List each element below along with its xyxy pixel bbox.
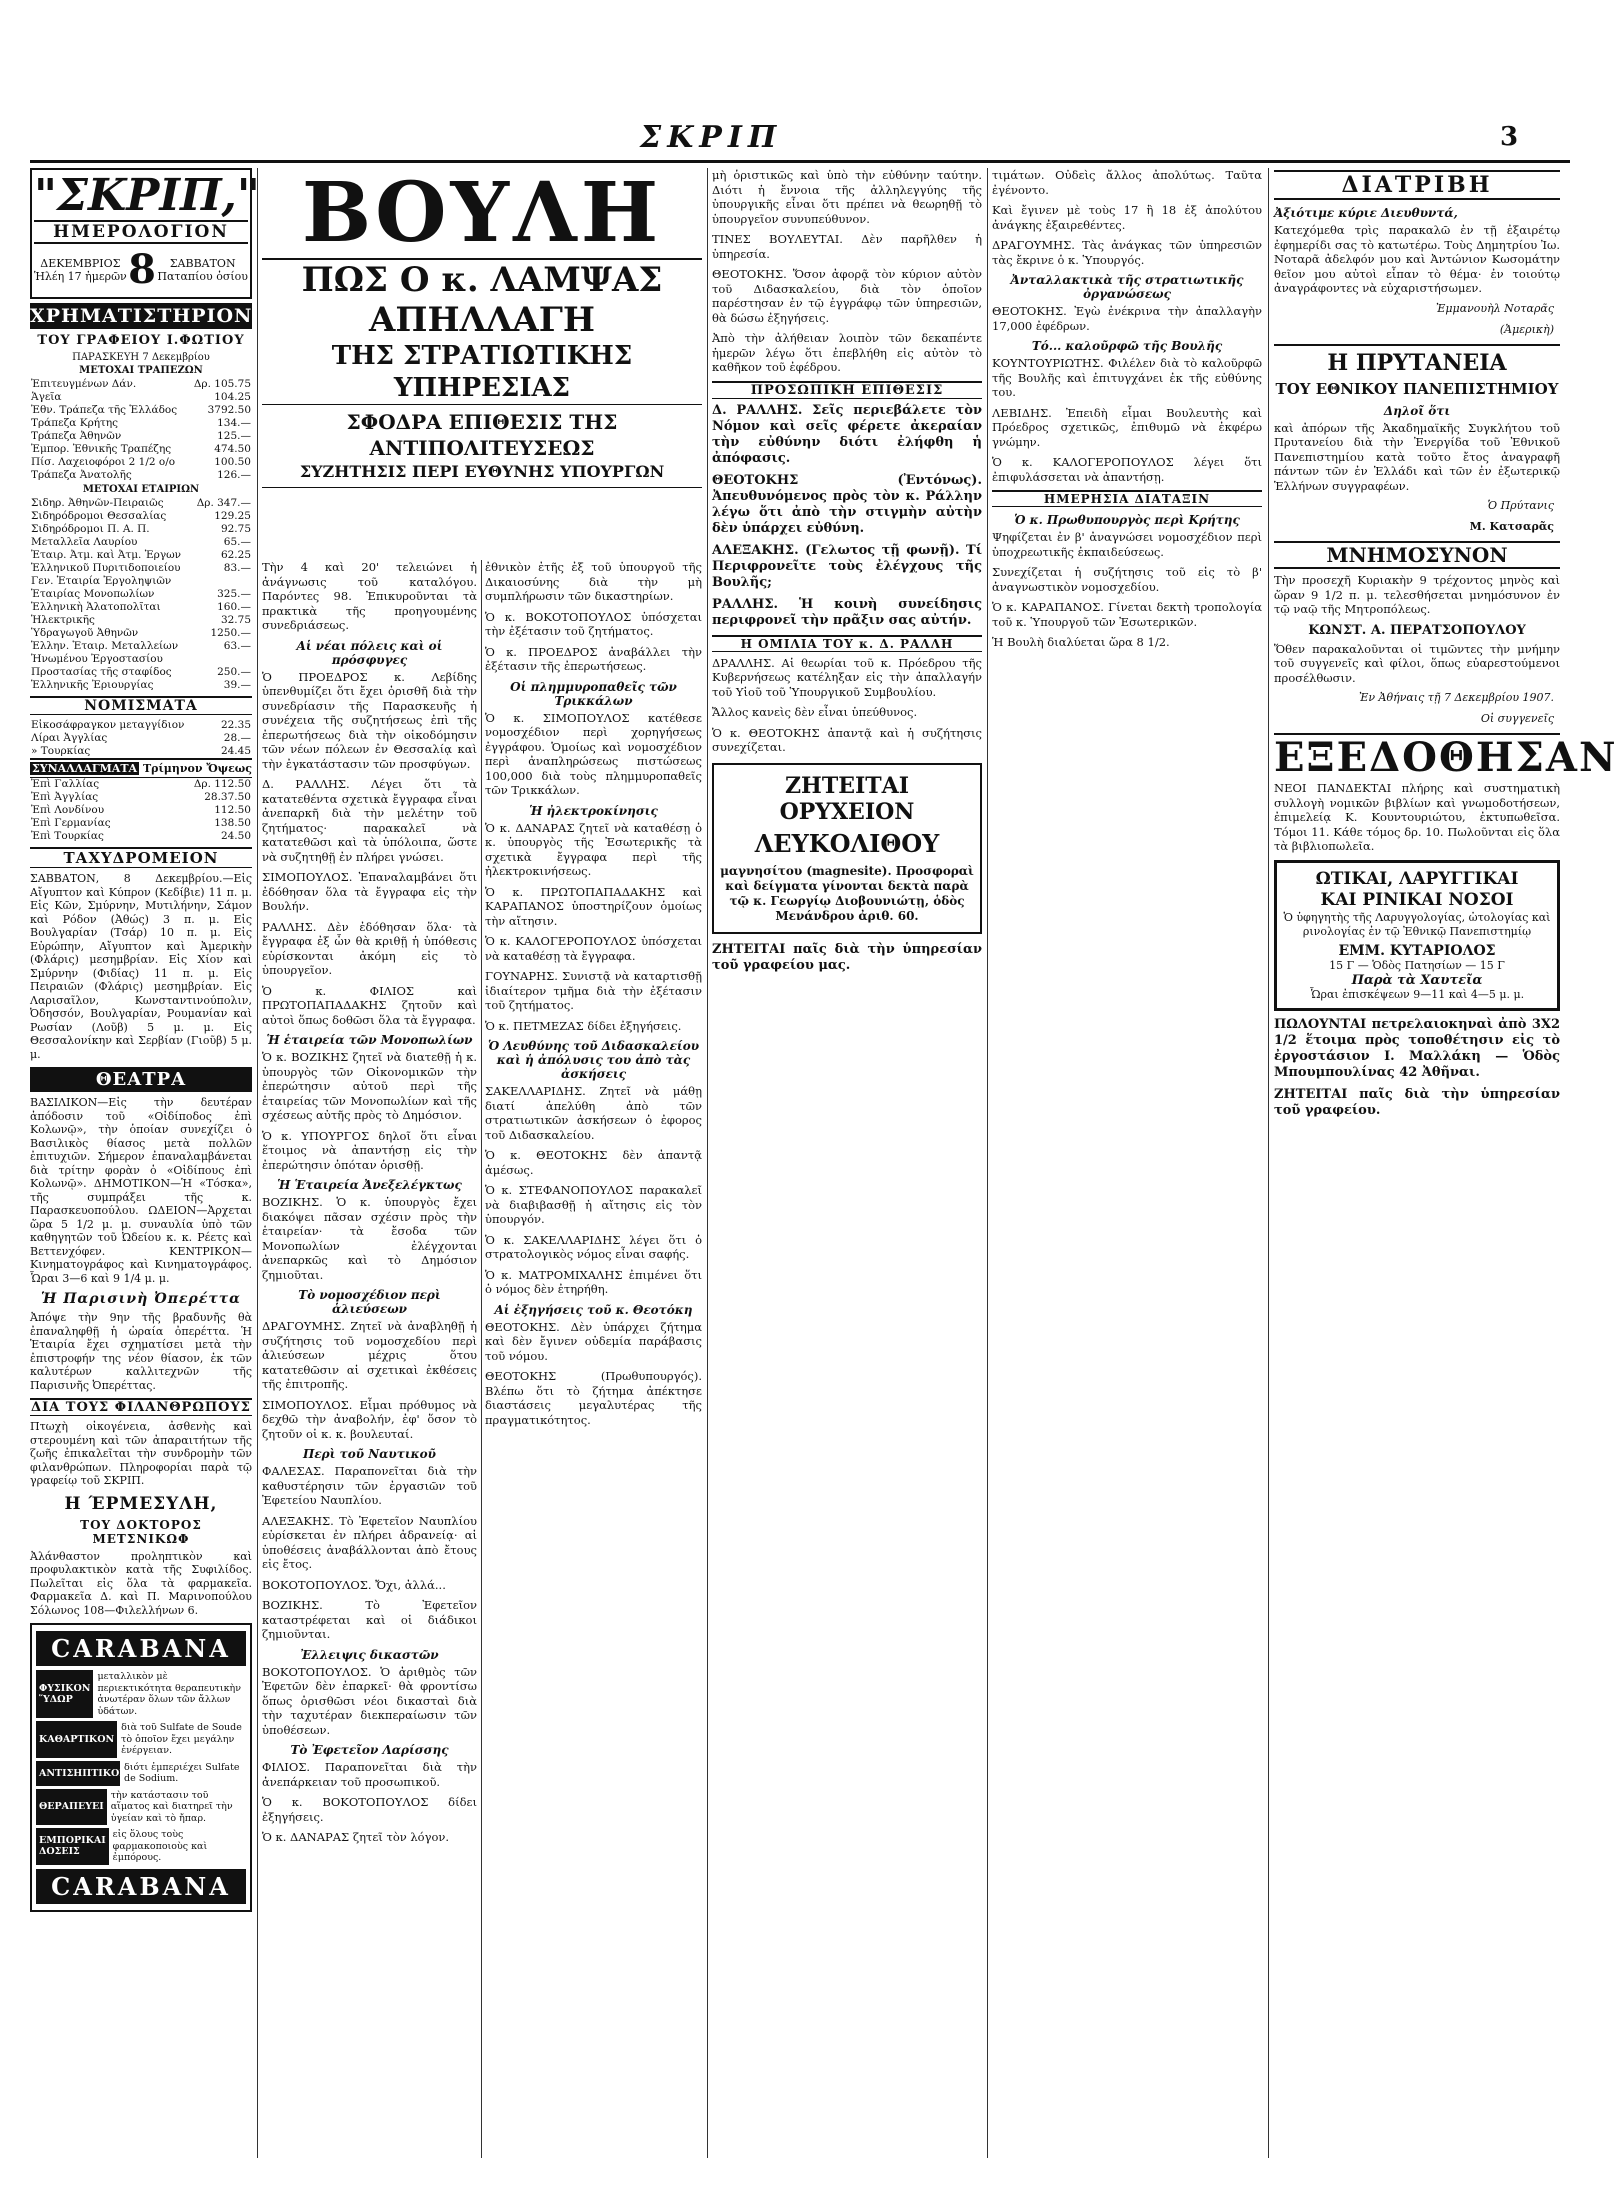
companies-label: ΜΕΤΟΧΑΙ ΕΤΑΙΡΙΩΝ xyxy=(82,484,200,495)
subheading: Ἡ Ἑταιρεία Ἀνεξελέγκτως xyxy=(277,1178,462,1192)
fx-header xyxy=(30,758,252,778)
column-divider xyxy=(1268,168,1269,2158)
paragraph: ΔΡΑΛΛΗΣ. Αἱ θεωρίαι τοῦ κ. Πρόεδρου τῆς Κυβερνήσεως κατέληξαν εἰς τὴν ἀπαλλαγήν τοῦ Υἱοῦ τοῦ Ὑπουργικοῦ Συμβουλίου. xyxy=(712,655,982,699)
paragraph: ΑΛΕΞΑΚΗΣ. (Γελωτος τῇ φωνῇ). Τί Περιφρονεῖτε τοὺς ἐλέγχους τῆς Βουλῆς; xyxy=(712,542,982,590)
operetta-title: Ἡ Παρισινὴ Ὀπερέττα xyxy=(41,1291,241,1307)
mine-ad-text: μαγνησίτου (magnesite). Προσφοραὶ καὶ δείγματα γίνονται δεκτὰ παρὰ τῷ κ. Γεωργίῳ Διοβουνιώτῃ, ὁδὸς Μενάνδρου ἀριθ. 60. xyxy=(720,863,974,923)
table-row: Μεταλλεῖα Λαυρίου 65.— xyxy=(31,536,251,548)
paragraph: Ἡ Βουλὴ διαλύεται ὥρα 8 1/2. xyxy=(992,635,1170,649)
post-title: ΤΑΧΥΔΡΟΜΕΙΟΝ xyxy=(30,847,252,868)
paragraph: ΘΕΟΤΟΚΗΣ. Δὲν ὑπάρχει ζήτημα καὶ δὲν ἔγινεν οὐδεμία παράβασις τοῦ νόμου. xyxy=(485,1319,702,1363)
subheading: Αἱ ἐξηγήσεις τοῦ κ. Θεοτόκη xyxy=(494,1302,693,1317)
paragraph: ΡΑΛΛΗΣ. Ἡ κοινὴ συνείδησις περιφρονεῖ τὴν πρᾶξιν σας αὐτήν. xyxy=(712,596,982,628)
subheading: ΗΜΕΡΗΣΙΑ ΔΙΑΤΑΞΙΝ xyxy=(992,490,1262,507)
column-2-headline xyxy=(262,165,702,558)
paragraph: Δ. ΡΑΛΛΗΣ. Λέγει ὅτι τὰ κατατεθέντα σχετικὰ ἔγγραφα εἶναι ἀνεπαρκῆ διὰ τὴν μελέτην τοῦ ζητήματος· παρακαλεῖ νὰ κατατεθῶσι καὶ τὰ ὑπόλοιπα, ὥστε νὰ συζητηθῇ ἐν πλήρει γνώσει. xyxy=(262,777,477,864)
subheading: Αἱ νέαι πόλεις καὶ οἱ πρόσφυγες xyxy=(296,638,443,667)
column-divider xyxy=(987,168,988,2158)
ad-row: ΦΥΣΙΚΟΝ ὝΔΩΡ μεταλλικὸν μὲ περιεκτικότητα θεραπευτικὴν ἀνωτέραν ὅλων τῶν ἄλλων ὑδάτων. xyxy=(36,1670,246,1718)
subheading: Τό... καλοῦρφῶ τῆς Βουλῆς xyxy=(1031,339,1223,353)
paragraph: Τὴν 4 καὶ 20' τελειώνει ἡ ἀνάγνωσις τοῦ καταλόγου. Παρόντες 98. Ἐπικυροῦνται τὰ πρακτικὰ τῆς προηγουμένης συνεδριάσεως. xyxy=(262,560,477,632)
paragraph: ΔΡΑΓΟΥΜΗΣ. Τὰς ἀνάγκας τῶν ὑπηρεσιῶν τὰς ἔκρινε ὁ κ. Ὑπουργός. xyxy=(992,238,1262,267)
prytaneia-signature: Ὁ Πρύτανις xyxy=(1487,499,1554,512)
table-row: Ἑλληνικοῦ Πυριτιδοποιείου 83.— xyxy=(31,562,251,574)
paragraph: Ὁ κ. ΠΡΩΤΟΠΑΠΑΔΑΚΗΣ καὶ ΚΑΡΑΠΑΝΟΣ ὑποστηρίζουν ὁμοίως τὴν αἴτησιν. xyxy=(485,884,702,928)
doctor-ad xyxy=(1274,860,1560,1011)
fx-label: ΣΥΝΑΛΛΑΓΜΑΤΑ xyxy=(32,762,138,775)
paragraph: Ὁ κ. ΘΕΟΤΟΚΗΣ ἀπαντᾷ καὶ ἡ συζήτησις συνεχίζεται. xyxy=(712,725,982,754)
column-divider xyxy=(481,560,482,2158)
table-row: Τράπεζα Κρήτης 134.— xyxy=(31,417,251,429)
wanted-notice-2: ΖΗΤΕΙΤΑΙ παῖς διὰ τὴν ὑπηρεσίαν τοῦ γραφείου. xyxy=(1274,1086,1560,1118)
memorial-date: Ἐν Ἀθήναις τῇ 7 Δεκεμβρίου 1907. xyxy=(1358,691,1554,704)
table-row: Σιδηρόδρομοι Π. Α. Π. 92.75 xyxy=(31,523,251,535)
doctor-address: 15 Γ — Ὁδὸς Πατησίων — 15 Γ xyxy=(1329,958,1505,972)
ad-row: ΘΕΡΑΠΕΥΕΙ τὴν κατάστασιν τοῦ αἵματος καὶ διατηρεῖ τὴν ὑγείαν καὶ τὸ ἤπαρ. xyxy=(36,1789,246,1826)
subheading: Τὸ νομοσχέδιον περὶ ἁλιεύσεων xyxy=(298,1288,441,1316)
paragraph: ΡΑΛΛΗΣ. Δὲν ἐδόθησαν ὅλα· τὰ ἔγγραφα ἐξ ὧν θὰ κριθῇ ἡ ὑπόθεσις εὑρίσκονται ἀκόμη εἰς τὸ ὑπουργεῖον. xyxy=(262,919,477,977)
paragraph: Ὁ κ. ΣΙΜΟΠΟΥΛΟΣ κατέθεσε νομοσχέδιον περὶ χορηγήσεως ἐγγράφου. Ὁμοίως καὶ νομοσχέδιον περὶ ἀναπληρώσεως πιστώσεως 100,000 διὰ τοὺς πλημμυροπαθεῖς τῶν Τρικκάλων. xyxy=(485,710,702,797)
headline-4: ΣΥΖΗΤΗΣΙΣ ΠΕΡΙ ΕΥΘΥΝΗΣ ΥΠΟΥΡΓΩΝ xyxy=(262,461,702,488)
table-row: Ἁγεῖα 104.25 xyxy=(31,391,251,403)
post-text: ΣΑΒΒΑΤΟΝ, 8 Δεκεμβρίου.—Εἰς Αἴγυπτον καὶ Κύπρον (Κεδίβιε) 11 π. μ. Εἰς Κῶν, Σμύρνην, Μυτιλήνην, Σάμον καὶ Ρόδον (Ἀθώς) 3 π. μ. Εἰς Βουλγαρίαν (Τσάρ) 10 π. μ. Εἰς Εὐρώπην, Αἴγυπτον καὶ Ἀμερικὴν (Φλάρις) μεσημβρίαν. Εἰς Χίον καὶ Σμύρνην (Φιδίας) 11 π. μ. Εἰς Πειραιῶν (Φλάρις) μεσημβρίαν. Εἰς Λαρισαῖλον, Κωνσταντινούπολιν, Ὀδησσόν, Βουλγαρίαν, Ρουμανίαν καὶ Ρωσίαν (Λοῦβ) 5 μ. μ. Εἰς Θεσσαλονίκην καὶ Σερβίαν (Γιοῦβ) 5 μ. μ. xyxy=(30,872,252,1061)
column-2-right xyxy=(485,560,702,2158)
section-title: ΒΟΥΛΗ xyxy=(262,168,702,260)
prytaneia-title: Η ΠΡΥΤΑΝΕΙΑ xyxy=(1274,344,1560,376)
subheading: Ἡ ἠλεκτροκίνησις xyxy=(529,803,658,818)
doctor-ad-text: Ὁ ὑφηγητὴς τῆς Λαρυγγολογίας, ὠτολογίας καὶ ρινολογίας ἐν τῷ Ἐθνικῷ Πανεπιστημίῳ xyxy=(1283,910,1551,938)
prytaneia-subtitle: ΤΟΥ ΕΘΝΙΚΟΥ ΠΑΝΕΠΙΣΤΗΜΙΟΥ xyxy=(1275,379,1559,398)
mine-ad xyxy=(712,763,982,934)
diatribe-signature: Ἐμμανουὴλ Νοταρᾶς xyxy=(1436,301,1554,315)
calendar-label: ΗΜΕΡΟΛΟΓΙΟΝ xyxy=(34,220,248,244)
headline: ΠΩΣ Ο κ. ΛΑΜΨΑΣ ΑΠΗΛΛΑΓΗ xyxy=(301,260,663,340)
subheading: ΠΡΟΣΩΠΙΚΗ ΕΠΙΘΕΣΙΣ xyxy=(712,381,982,399)
paragraph: Ὁ κ. ΦΙΛΙΟΣ καὶ ΠΡΩΤΟΠΑΠΑΔΑΚΗΣ ζητοῦν καὶ αὐτοὶ ὅπως δοθῶσι ὅλα τὰ ἔγγραφα. xyxy=(262,983,477,1027)
calendar-daylight: Ἡλέη 17 ἡμερῶν xyxy=(34,269,127,283)
fx-table xyxy=(30,778,252,843)
exchange-subtitle: ΤΟΥ ΓΡΑΦΕΙΟΥ Ι.ΦΩΤΙΟΥ xyxy=(37,333,245,348)
paragraph: Ὁ κ. ΥΠΟΥΡΓΟΣ δηλοῖ ὅτι εἶναι ἕτοιμος νὰ ἀπαντήσῃ εἰς τὴν ἐπερώτησιν ὁπόταν ὁρισθῇ. xyxy=(262,1128,477,1172)
subheading: Περὶ τοῦ Ναυτικοῦ xyxy=(303,1447,436,1461)
carabana-title: CARABANA xyxy=(36,1631,246,1666)
table-row: Ἐθν. Τράπεζα τῆς Ἑλλάδος 3792.50 xyxy=(31,404,251,416)
paragraph: Ἄλλος κανεὶς δὲν εἶναι ὑπεύθυνος. xyxy=(712,705,918,719)
subheading: Ὁ Λευθύνης τοῦ Διδασκαλείου καὶ ἡ ἀπόλυσις του ἀπὸ τὰς ἀσκήσεις xyxy=(487,1039,700,1081)
doctor-ad-title-2: ΚΑΙ ΡΙΝΙΚΑΙ ΝΟΣΟΙ xyxy=(1320,889,1514,910)
diatribe-title: ΔΙΑΤΡΙΒΗ xyxy=(1274,170,1560,200)
table-row: Ἐπὶ Ἀγγλίας 28.37.50 xyxy=(31,791,251,803)
prytaneia-sub2: Δηλοῖ ὅτι xyxy=(1383,403,1451,418)
published-text: ΝΕΟΙ ΠΑΝΔΕΚΤΑΙ πλήρης καὶ συστηματικὴ συλλογὴ νομικῶν βιβλίων καὶ γνωμοδοτήσεων, ἐπιμελείᾳ Κ. Κουντουριώτου, ἐκτυπωθεῖσα. Τόμοι 11. Κάθε τόμος δρ. 10. Πωλοῦνται εἰς ὅλα τὰ βιβλιοπωλεῖα. xyxy=(1274,781,1560,853)
paragraph: Ὁ κ. ΠΡΟΕΔΡΟΣ ἀναβάλλει τὴν ἐξέτασιν τῆς ἐπερωτήσεως. xyxy=(485,644,702,673)
paragraph: μὴ ὁριστικῶς καὶ ὑπὸ τὴν εὐθύνην ταύτην. Διότι ἡ ἔννοια τῆς ἀλληλεγγύης τῆς ὑπουργικῆς εἶναι ὅτι πρέπει νὰ θεωρηθῇ τὸ ὑπουργεῖον συνυπεύθυνον. xyxy=(712,168,982,226)
calendar-day: 8 xyxy=(128,246,156,293)
coins-label: ΝΟΜΙΣΜΑΤΑ xyxy=(30,696,252,715)
subheading: Ἐλλειψις δικαστῶν xyxy=(300,1647,439,1662)
doctor-address-2: Παρὰ τὰ Χαυτεῖα xyxy=(1351,972,1483,988)
mine-ad-title-2: ΛΕΥΚΟΛΙΘΟΥ xyxy=(754,828,940,858)
table-row: Προστασίας τῆς σταφίδος 250.— xyxy=(31,666,251,678)
diatribe-text: Κατεχόμεθα τρὶς παρακαλῶ ἐν τῇ ἐξαιρέτῳ ἐφημερίδι σας τὸ κατωτέρω. Τοὺς Δημητρίου Ἰω. Νοταρᾶ ἀδελφόν μου καὶ Ἀντώνιον Κωσομάτην θεῖον μου αὐτοὶ εἶπαν τὸ θέμα· ἐν τοιούτῳ ἀναγράφοντες νὰ εὐχαριστήσωμεν. xyxy=(1274,223,1560,295)
table-row: Γεν. Ἑταιρία Ἐργοληψιῶν xyxy=(31,575,172,587)
doctor-hours: Ὧραι ἐπισκέψεων 9—11 καὶ 4—5 μ. μ. xyxy=(1309,987,1525,1001)
paragraph: ἐθνικὸν ἐτῆς ἐξ τοῦ ὑπουργοῦ τῆς Δικαιοσύνης διὰ τὴν μὴ συμπλήρωσιν τῶν δικαστηρίων. xyxy=(485,560,702,603)
paragraph: ΘΕΟΤΟΚΗΣ. Ἐγὼ ἐνέκρινα τὴν ἀπαλλαγὴν 17,000 ἐφέδρων. xyxy=(992,304,1262,333)
hermes-text: Ἀλάνθαστον προληπτικὸν καὶ προφυλακτικὸν κατὰ τῆς Συφιλίδος. Πωλεῖται εἰς ὅλα τὰ φαρμακεῖα. Φαρμακεῖα Δ. καὶ Π. Μαρινοπούλου Σόλωνος 108—Φιλελλήνων 6. xyxy=(30,1549,252,1617)
column-4 xyxy=(992,168,1262,2158)
paragraph: ΦΙΛΙΟΣ. Παραπονεῖται διὰ τὴν ἀνεπάρκειαν τοῦ προσωπικοῦ. xyxy=(262,1760,477,1789)
table-row: Ἠνωμένου Ἐργοστασίου xyxy=(31,653,163,665)
paragraph: Ὁ κ. ΚΑΡΑΠΑΝΟΣ. Γίνεται δεκτὴ τροπολογία τοῦ κ. Ὑπουργοῦ τῶν Ἐσωτερικῶν. xyxy=(992,600,1262,629)
table-row: Λίραι Ἀγγλίας 28.— xyxy=(31,732,251,744)
table-row: Ἐμπορ. Ἐθνικῆς Τραπέζης 474.50 xyxy=(31,443,251,455)
paragraph: Ὁ κ. ΚΑΛΟΓΕΡΟΠΟΥΛΟΣ ὑπόσχεται νὰ καταθέσῃ τὰ ἔγγραφα. xyxy=(485,934,702,963)
table-row: Ἑταιρίας Μονοπωλίων 325.— xyxy=(31,588,251,600)
doctor-name: ΕΜΜ. ΚΥΤΑΡΙΟΛΟΣ xyxy=(1338,942,1496,959)
subheading: Η ΟΜΙΛΙΑ ΤΟΥ κ. Δ. ΡΑΛΛΗ xyxy=(712,635,982,652)
subheading: Ἡ ἑταιρεία τῶν Μονοπωλίων xyxy=(266,1033,473,1047)
paragraph: ΘΕΟΤΟΚΗΣ. Ὅσον ἀφορᾷ τὸν κύριον αὐτὸν τοῦ Διδασκαλείου, διὰ τὸν ὁποῖον παρέστησαν ἐν τῷ ἐγγράφῳ τῶν ὑπηρεσιῶν, θὰ δώσω ἐξηγήσεις. xyxy=(712,267,982,325)
paragraph: ΓΟΥΝΑΡΗΣ. Συνιστᾷ νὰ καταρτισθῇ ἰδιαίτερον τμῆμα διὰ τὴν ἐξέτασιν τοῦ ζητήματος. xyxy=(485,969,702,1012)
column-3 xyxy=(712,168,982,2158)
table-row: Ὑδραγωγοῦ Ἀθηνῶν 1250.— xyxy=(31,627,251,639)
paragraph: Ἀπὸ τὴν ἀλήθειαν λοιπὸν τῶν δεκαπέντε ἡμερῶν λέγω ὅτι ἐπεβλήθη εἰς αὐτὸν τὸ καθῆκον τοῦ ἐφέδρου. xyxy=(712,331,982,374)
charity-text: Πτωχὴ οἰκογένεια, ἀσθενὴς καὶ στερουμένη καὶ τῶν ἀπαραιτήτων τῆς ζωῆς ἐπικαλεῖται τὴν συνδρομὴν τῶν φιλανθρώπων. Πληροφορίαι παρὰ τῷ γραφείῳ τοῦ ΣΚΡΙΠ. xyxy=(30,1420,252,1487)
paragraph: ΘΕΟΤΟΚΗΣ (Ἐντόνως). Ἀπευθυνόμενος πρὸς τὸν κ. Ράλλην λέγω ὅτι ἀπὸ τὴν στιγμὴν αὐτὴν δὲν ὑπάρχει εὐθύνη. xyxy=(712,472,982,536)
paragraph: Ὁ κ. ΘΕΟΤΟΚΗΣ δὲν ἀπαντᾷ ἀμέσως. xyxy=(485,1148,702,1177)
theatre-title: ΘΕΑΤΡΑ xyxy=(30,1067,252,1092)
sale-notice: ΠΩΛΟΥΝΤΑΙ πετρελαιοκηναὶ ἀπὸ 3Χ2 1/2 ἕτοιμα πρὸς τοποθέτησιν εἰς τὸ ἐργοστάσιον Ι. Μαλλάκη — Ὁδὸς Μπουμπουλίνας 42 Ἀθῆναι. xyxy=(1274,1016,1560,1080)
table-row: Ἐπὶ Γαλλίας Δρ. 112.50 xyxy=(31,778,251,790)
running-head: ΣΚΡΙΠ xyxy=(640,120,783,155)
subheading: Οἱ πλημμυροπαθεῖς τῶν Τρικκάλων xyxy=(510,679,677,708)
paragraph: Ὁ κ. ΠΕΤΜΕΖΑΣ δίδει ἐξηγήσεις. xyxy=(485,1018,682,1033)
doctor-ad-title: ΩΤΙΚΑΙ, ΛΑΡΥΓΓΙΚΑΙ xyxy=(1315,868,1519,889)
paragraph: Καὶ ἔγινεν μὲ τοὺς 17 ἢ 18 ἐξ ἀπολύτου ἀνάγκης ἐξαιρεθέντες. xyxy=(992,203,1262,232)
paragraph: Δ. ΡΑΛΛΗΣ. Σεῖς περιεβάλετε τὸν Νόμον καὶ σεῖς φέρετε ἀκεραίαν τὴν εὐθύνην διότι ἐλήφθη ἡ ἀπόφασις. xyxy=(712,402,982,466)
paragraph: τιμάτων. Οὐδεὶς ἄλλος ἀπολύτως. Ταῦτα ἐγένοντο. xyxy=(992,168,1262,197)
calendar-box xyxy=(30,168,260,299)
paragraph: ΛΕΒΙΔΗΣ. Ἐπειδὴ εἶμαι Βουλευτὴς καὶ Πρόεδρος σχετικῶς, ἐπιθυμῶ νὰ ἐκφέρω γνώμην. xyxy=(992,405,1262,449)
column-2-left xyxy=(262,560,477,2158)
coins-table xyxy=(30,719,252,758)
paragraph: Ὁ κ. ΒΟΚΟΤΟΠΟΥΛΟΣ δίδει ἐξηγήσεις. xyxy=(262,1795,477,1824)
calendar-weekday: ΣΑΒΒΑΤΟΝ xyxy=(169,256,236,270)
operetta-text: Ἀπόψε τὴν 9ην τῆς βραδυνῆς θὰ ἐπαναληφθῇ ἡ ὡραία ὀπερέττα. Ἡ Ἑταιρία ἔχει σχηματίσει μετὰ τὴν ἐπιστροφήν της νέον θίασον, ἐκ τῶν καλυτέρων καλλιτεχνῶν τῆς Παρισινῆς Ὀπερέττας. xyxy=(30,1311,252,1392)
prytaneia-text: καὶ ἀπόρων τῆς Ἀκαδημαϊκῆς Συγκλήτου τοῦ Πρυτανείου διὰ τὴν Ἐνεργίδα τοῦ Ἐθνικοῦ Πανεπιστημίου κατὰ τοῦτο ἔτος ἀναγραφῆ πάντων τῶν ἐν Ἑλλάδι καὶ τῶν ἐν ἐξωτερικῷ Ἑλλήνων συγγραφέων. xyxy=(1274,420,1560,493)
paragraph: ΒΟΚΟΤΟΠΟΥΛΟΣ. Ὁ ἀριθμὸς τῶν Ἐφετῶν δὲν ἐπαρκεῖ· θὰ φροντίσω ὅπως ὁρισθῶσι νέοι δικασταὶ διὰ τὴν ταχυτέραν διεκπεραίωσιν τῶν ὑποθέσεων. xyxy=(262,1664,477,1737)
published-title: ΕΞΕΔΟΘΗΣΑΝ xyxy=(1274,734,1618,781)
paragraph: ΑΛΕΞΑΚΗΣ. Τὸ Ἐφετεῖον Ναυπλίου εὑρίσκεται ἐν πλήρει ἀδρανείᾳ· αἱ ὑποθέσεις ἀναβάλλονται ἀπὸ ἔτους εἰς ἔτος. xyxy=(262,1513,477,1571)
table-row: Ἐπὶ Λονδίνου 112.50 xyxy=(31,804,251,816)
paragraph: Ὁ ΠΡΟΕΔΡΟΣ κ. Λεβίδης ὑπενθυμίζει ὅτι ἔχει ὁρισθῆ διὰ τὴν συνεδρίασιν τῆς Παρασκευῆς ἡ συνέχεια τῆς συζητήσεως ἐπὶ τῆς ἐπερωτήσεως διὰ τὴν οἰκοδόμησιν τῶν νέων πόλεων ἐν Θεσσαλίᾳ καὶ τὴν ἐγκατάστασιν τῶν προσφύγων. xyxy=(262,669,477,771)
memorial-title: ΜΝΗΜΟΣΥΝΟΝ xyxy=(1274,541,1560,569)
table-row: Ἐταιρ. Ἀτμ. καὶ Ἀτμ. Ἐργων 62.25 xyxy=(31,549,251,561)
paragraph: Ὁ κ. ΣΑΚΕΛΛΑΡΙΔΗΣ λέγει ὅτι ὁ στρατολογικὸς νόμος εἶναι σαφής. xyxy=(485,1232,702,1261)
paragraph: Ὁ κ. ΜΑΤΡΟΜΙΧΑΛΗΣ ἐπιμένει ὅτι ὁ νόμος δὲν ἐτηρήθη. xyxy=(485,1267,702,1296)
paragraph: ΦΑΛΕΣΑΣ. Παραπονεῖται διὰ τὴν καθυστέρησιν τῶν ἐργασιῶν τοῦ Ἐφετείου Ναυπλίου. xyxy=(262,1464,477,1507)
subheading: Ἀνταλλακτικὰ τῆς στρατιωτικῆς ὀργανώσεως xyxy=(1010,273,1244,301)
mine-ad-title: ΖΗΤΕΙΤΑΙ ΟΡΥΧΕΙΟΝ xyxy=(779,772,915,825)
paragraph: ΔΡΑΓΟΥΜΗΣ. Ζητεῖ νὰ ἀναβληθῇ ἡ συζήτησις τοῦ νομοσχεδίου περὶ ἁλιεύσεων μέχρις ὅτου κατατεθῶσιν αἱ σχετικαὶ ἐκθέσεις τῆς ἐπιτροπῆς. xyxy=(262,1319,477,1391)
table-row: Σιδηρ. Ἀθηνῶν-Πειραιῶς Δρ. 347.— xyxy=(31,497,251,509)
table-row: Ἐπὶ Τουρκίας 24.50 xyxy=(31,830,251,842)
paragraph: Ψηφίζεται ἐν β' ἀναγνώσει νομοσχέδιον περὶ ὑποχρεωτικῆς ἐκπαιδεύσεως. xyxy=(992,530,1262,559)
ad-row: ΕΜΠΟΡΙΚΑΙ ΔΟΣΕΙΣ εἰς ὅλους τοὺς φαρμακοποιοὺς καὶ ἐμπόρους. xyxy=(36,1828,246,1865)
table-row: Πίσ. Λαχειοφόροι 2 1/2 ο/ο 100.50 xyxy=(31,456,251,468)
paragraph: ΒΟΖΙΚΗΣ. Τὸ Ἐφετεῖον καταστρέφεται καὶ οἱ διάδικοι ζημιοῦνται. xyxy=(262,1598,477,1641)
calendar-row xyxy=(34,244,248,295)
hermes-title: Η ΈΡΜΕΣΥΛΗ, xyxy=(64,1493,218,1514)
table-row: Ἑλληνικὴ Ἁλατοπολῖται 160.— xyxy=(31,601,251,613)
table-row: Τράπεζα Ἀθηνῶν 125.— xyxy=(31,430,251,442)
paragraph: Ὁ κ. ΔΑΝΑΡΑΣ ζητεῖ νὰ καταθέσῃ ὁ κ. ὑπουργὸς τῆς Ἐσωτερικῆς τὰ σχετικὰ ἔγγραφα περὶ τῆς ἠλεκτροκινήσεως. xyxy=(485,820,702,878)
wanted-notice: ΖΗΤΕΙΤΑΙ παῖς διὰ τὴν ὑπηρεσίαν τοῦ γραφείου μας. xyxy=(712,941,982,973)
paragraph: ΣΙΜΟΠΟΥΛΟΣ. Ἐπαναλαμβάνει ὅτι ἐδόθησαν ὅλα τὰ ἔγγραφα εἰς τὴν Βουλήν. xyxy=(262,870,477,913)
banks-label: ΜΕΤΟΧΑΙ ΤΡΑΠΕΖΩΝ xyxy=(79,365,203,376)
hermes-subtitle: ΤΟΥ ΔΟΚΤΟΡΟΣ ΜΕΤΣΝΙΚΩΦ xyxy=(80,1517,202,1546)
paragraph: Ὁ κ. ΒΟΖΙΚΗΣ ζητεῖ νὰ διατεθῇ ἡ κ. ὑπουργὸς τῶν Οἰκονομικῶν τὴν ἐπερώτησιν αὐτοῦ περὶ τῆς ἑταιρείας τῶν Μονοπωλίων καὶ τῆς σχέσεως αὐτῆς πρὸς τὸ Δημόσιον. xyxy=(262,1050,477,1122)
column-divider xyxy=(707,168,708,2158)
paragraph: ΣΙΜΟΠΟΥΛΟΣ. Εἶμαι πρόθυμος νὰ δεχθῶ τὴν ἀναβολήν, ἐφ' ὅσον τὸ ζητοῦν οἱ κ. κ. βουλευταί. xyxy=(262,1397,477,1441)
paragraph: ΒΟΚΟΤΟΠΟΥΛΟΣ. Ὄχι, ἀλλά... xyxy=(262,1577,446,1592)
companies-table xyxy=(30,497,252,692)
paragraph: Ὁ κ. ΒΟΚΟΤΟΠΟΥΛΟΣ ὑπόσχεται τὴν ἐξέτασιν τοῦ ζητήματος. xyxy=(485,609,702,638)
ad-row: ΚΑΘΑΡΤΙΚΟΝ διὰ τοῦ Sulfate de Soude τὸ ὁποῖον ἔχει μεγάλην ἐνέργειαν. xyxy=(36,1721,246,1758)
column-1 xyxy=(30,168,260,2158)
table-row: Τράπεζα Ἀνατολῆς 126.— xyxy=(31,469,251,481)
charity-title: ΔΙΑ ΤΟΥΣ ΦΙΛΑΝΘΡΩΠΟΥΣ xyxy=(31,1400,251,1415)
top-rule xyxy=(30,160,1570,163)
table-row: Ἑλληνικῆς Ἐριουργίας 39.— xyxy=(31,679,251,691)
column-5 xyxy=(1274,168,1618,2158)
table-row: Ἐπιτευγμένων Δάν. Δρ. 105.75 xyxy=(31,378,251,390)
paragraph: ΒΟΖΙΚΗΣ. Ὁ κ. ὑπουργὸς ἔχει διακόψει πᾶσαν σχέσιν πρὸς τὴν ἑταιρείαν· τὰ ἔσοδα τῶν Μονοπωλίων ἐλέγχονται ἀνεπαρκῶς καὶ τὸ Δημόσιον ζημιοῦται. xyxy=(262,1195,477,1282)
page-number: 3 xyxy=(1500,122,1519,152)
paragraph: Ὁ κ. ΣΤΕΦΑΝΟΠΟΥΛΟΣ παρακαλεῖ νὰ διαβιβασθῇ ἡ αἴτησις εἰς τὸν ὑπουργόν. xyxy=(485,1183,702,1226)
fx-col1: Τρίμηνον xyxy=(142,762,203,775)
memorial-name: ΚΩΝΣΤ. Α. ΠΕΡΑΤΣΟΠΟΥΛΟΥ xyxy=(1308,622,1526,638)
table-row: Ἐπὶ Γερμανίας 138.50 xyxy=(31,817,251,829)
banks-table xyxy=(30,378,252,482)
table-row: Ἡλεκτρικῆς 32.75 xyxy=(31,614,251,626)
headline-3: ΣΦΟΔΡΑ ΕΠΙΘΕΣΙΣ ΤΗΣ ΑΝΤΙΠΟΛΙΤΕΥΣΕΩΣ xyxy=(262,404,702,461)
paragraph: ΤΙΝΕΣ ΒΟΥΛΕΥΤΑΙ. Δὲν παρῆλθεν ἡ ὑπηρεσία. xyxy=(712,232,982,261)
paragraph: Ὁ κ. ΚΑΛΟΓΕΡΟΠΟΥΛΟΣ λέγει ὅτι ἐπιφυλάσσεται νὰ ἀπαντήσῃ. xyxy=(992,455,1262,484)
memorial-text: Τὴν προσεχῆ Κυριακὴν 9 τρέχοντος μηνὸς καὶ ὥραν 9 1/2 π. μ. τελεσθήσεται μνημόσυνον ἐν τῷ ναῷ τῆς Μητροπόλεως. xyxy=(1274,573,1560,616)
memorial-text-2: Ὅθεν παρακαλοῦνται οἱ τιμῶντες τὴν μνήμην τοῦ συγγενεῖς καὶ φίλοι, ὅπως εὐαρεστούμενοι προσέλθωσιν. xyxy=(1274,641,1560,685)
exchange-title: ΧΡΗΜΑΤΙΣΤΗΡΙΟΝ xyxy=(30,305,253,327)
theatre-text: ΒΑΣΙΛΙΚΟΝ—Εἰς τὴν δευτέραν ἀπόδοσιν τοῦ «Οἰδίποδος ἐπὶ Κολωνῷ», τὴν ὁποίαν συνεχίζει ὁ Βασιλικὸς θίασος μετὰ πολλῶν ἐπιτυχιῶν. Σήμερον ἐπαναλαμβάνεται διὰ τρίτην φορὰν ὁ «Οἰδίπους ἐπὶ Κολωνῷ». ΔΗΜΟΤΙΚΟΝ—Ἡ «Τόσκα», τῆς συμπράξει τῆς κ. Παρασκευοπούλου. ΩΔΕΙΟΝ—Ἀρχεται ὥρα 5 1/2 μ. μ. συναυλία ὑπὸ τῶν καθηγητῶν τοῦ Ὠδείου κ. κ. Ρέετς καὶ Βεττενχόφεν. ΚΕΝΤΡΙΚΟΝ—Κινηματογράφος καὶ Κινηματογράφος. Ὧραι 3—6 καὶ 9 1/4 μ. μ. xyxy=(30,1096,252,1285)
subheading: Τὸ Ἐφετεῖον Λαρίσσης xyxy=(290,1743,449,1757)
diatribe-lead: Ἀξιότιμε κύριε Διευθυντά, xyxy=(1274,206,1458,220)
exchange-date: ΠΑΡΑΣΚΕΥΗ 7 Δεκεμβρίου xyxy=(72,352,210,363)
table-row: » Τουρκίας 24.45 xyxy=(31,745,251,757)
calendar-month: ΔΕΚΕΜΒΡΙΟΣ xyxy=(40,256,121,270)
paragraph: ΣΑΚΕΛΛΑΡΙΔΗΣ. Ζητεῖ νὰ μάθῃ διατί ἀπελύθη ἀπὸ τῶν στρατιωτικῶν ἀσκήσεων ὁ ἐφορος τοῦ Διδασκαλείου. xyxy=(485,1084,702,1142)
prytaneia-name: Μ. Κατσαρᾶς xyxy=(1469,520,1554,533)
masthead-title: "ΣΚΡΙΠ," xyxy=(34,170,260,221)
diatribe-place: (Ἀμερικὴ) xyxy=(1499,322,1554,336)
headline-2: ΤΗΣ ΣΤΡΑΤΙΩΤΙΚΗΣ ΥΠΗΡΕΣΙΑΣ xyxy=(331,341,633,403)
memorial-signature: Οἱ συγγενεῖς xyxy=(1480,712,1554,725)
fx-col2: Ὄψεως xyxy=(206,762,252,775)
calendar-saint: Παταπίου ὁσίου xyxy=(157,269,248,283)
subheading: Ὁ κ. Πρωθυπουργὸς περὶ Κρήτης xyxy=(1014,513,1240,527)
paragraph: Ὁ κ. ΔΑΝΑΡΑΣ ζητεῖ τὸν λόγον. xyxy=(262,1830,450,1844)
ad-row: ΑΝΤΙΣΗΠΤΙΚΟΝ διότι ἐμπεριέχει Sulfate de Sodium. xyxy=(36,1761,246,1786)
paragraph: ΚΟΥΝΤΟΥΡΙΩΤΗΣ. Φιλέλεν διὰ τὸ καλοῦρφῶ τῆς Βουλῆς καὶ ἐπιτυγχάνει ἐκ τῆς εὐθύνης του. xyxy=(992,356,1262,399)
table-row: Σιδηρόδρομοι Θεσσαλίας 129.25 xyxy=(31,510,251,522)
carabana-ad xyxy=(30,1623,252,1912)
paragraph: Συνεχίζεται ἡ συζήτησις τοῦ εἰς τὸ β' ἀναγνωστικὸν νομοσχεδίου. xyxy=(992,565,1262,594)
column-divider xyxy=(257,168,258,2158)
paragraph: ΘΕΟΤΟΚΗΣ (Πρωθυπουργός). Βλέπω ὅτι τὸ ζήτημα ἀπέκτησε διαστάσεις μεγαλυτέρας τῆς πραγματικότητος. xyxy=(485,1369,702,1427)
table-row: Ἑλλην. Ἑταιρ. Μεταλλείων 63.— xyxy=(31,640,251,652)
table-row: Εἰκοσάφραγκον μεταγγίδιον 22.35 xyxy=(31,719,251,731)
carabana-footer: CARABANA xyxy=(36,1869,246,1904)
